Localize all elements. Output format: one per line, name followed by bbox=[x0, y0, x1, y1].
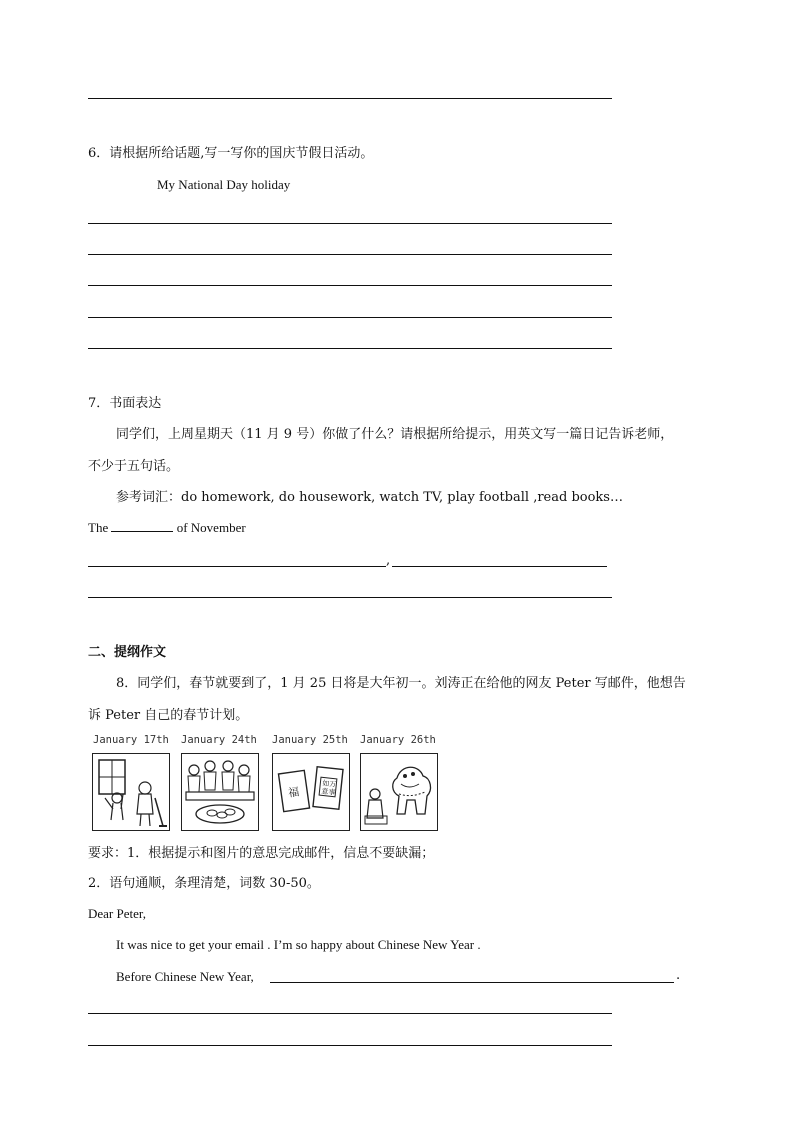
date-blank[interactable] bbox=[111, 531, 173, 532]
picture-cleaning-house bbox=[92, 753, 170, 831]
answer-line bbox=[392, 566, 607, 567]
q7-body-line1: 同学们，上周星期天（11 月 9 号）你做了什么？请根据所给提示，用英文写一篇日记告诉老师， bbox=[116, 427, 674, 442]
q7-date-line bbox=[88, 520, 246, 536]
calendar-date-3: January 25th bbox=[272, 734, 348, 746]
q8-line2: 诉 Peter 自己的春节计划。 bbox=[88, 708, 249, 723]
wish-characters-bottom: 意事 bbox=[321, 787, 336, 797]
family-dinner-illustration bbox=[182, 754, 258, 830]
answer-line bbox=[88, 254, 612, 255]
q8-line1: 8．同学们，春节就要到了，1 月 25 日将是大年初一。刘涛正在给他的网友 Peter 写邮件，他想告 bbox=[116, 676, 686, 691]
answer-line bbox=[88, 348, 612, 349]
red-envelopes-illustration bbox=[273, 754, 349, 830]
q6-title: My National Day holiday bbox=[157, 177, 291, 192]
section2-heading: 二、提纲作文 bbox=[88, 645, 167, 660]
picture-lion-dance bbox=[360, 753, 438, 831]
answer-line bbox=[88, 597, 612, 598]
letter-greeting: Dear Peter, bbox=[88, 906, 146, 921]
wish-characters-top: 如万 bbox=[321, 779, 337, 789]
answer-line bbox=[88, 285, 612, 286]
q6-prompt: 6．请根据所给话题,写一写你的国庆节假日活动。 bbox=[88, 146, 374, 161]
answer-line bbox=[88, 566, 386, 567]
answer-line bbox=[88, 223, 612, 224]
lion-dance-illustration bbox=[361, 754, 437, 830]
q7-vocab: 参考词汇：do homework, do housework, watch TV, play football ,read books… bbox=[116, 490, 623, 505]
answer-line bbox=[88, 1013, 612, 1014]
answer-line bbox=[88, 317, 612, 318]
calendar-date-2: January 24th bbox=[181, 734, 257, 746]
answer-line bbox=[270, 982, 674, 983]
calendar-date-4: January 26th bbox=[360, 734, 436, 746]
cleaning-house-illustration bbox=[93, 754, 169, 830]
picture-family-dinner bbox=[181, 753, 259, 831]
letter-line1: It was nice to get your email . I’m so happy about Chinese New Year . bbox=[116, 937, 481, 952]
letter-period: . bbox=[676, 968, 681, 983]
q7-body-line2: 不少于五句话。 bbox=[88, 459, 180, 474]
q7-comma: , bbox=[386, 553, 391, 568]
fu-character: 福 bbox=[287, 785, 301, 800]
picture-red-envelopes bbox=[272, 753, 350, 831]
q7-heading: 7．书面表达 bbox=[88, 396, 162, 411]
requirement-1: 要求：1．根据提示和图片的意思完成邮件，信息不要缺漏； bbox=[88, 846, 435, 861]
answer-line bbox=[88, 98, 612, 99]
q7-date-prefix: The bbox=[88, 520, 109, 535]
q7-date-suffix: of November bbox=[176, 520, 246, 535]
answer-line bbox=[88, 1045, 612, 1046]
letter-line2-prefix: Before Chinese New Year, bbox=[116, 969, 254, 984]
calendar-date-1: January 17th bbox=[93, 734, 169, 746]
requirement-2: 2．语句通顺，条理清楚，词数 30-50。 bbox=[88, 876, 320, 891]
